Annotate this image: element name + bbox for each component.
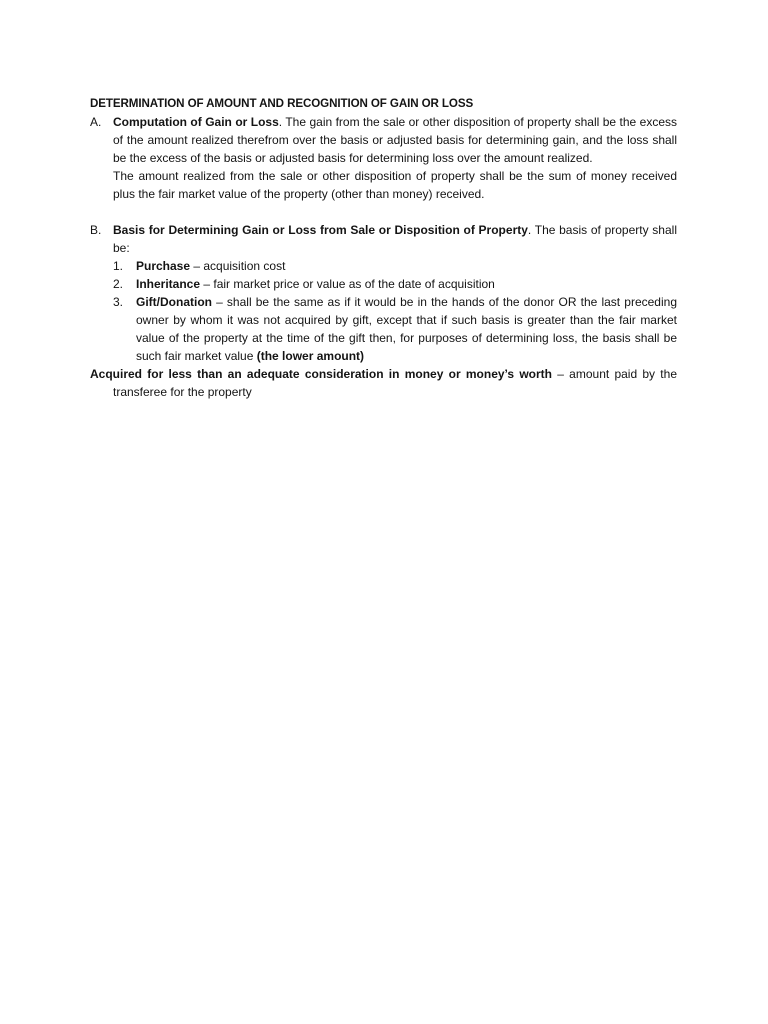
acquired-term: Acquired for less than an adequate consideration in money or money’s worth — [90, 367, 553, 381]
list-number: 2. — [113, 277, 124, 291]
list-text: – shall be the same as if it would be in the hands of the donor OR the last preceding owner by whom it was not acquired by gift, except that if such basis is greater than the fair market value of the property at the time of the gift then, for purposes of determining loss, the basis shall be such fair market value — [136, 295, 677, 363]
section-a-heading: Computation of Gain or Loss — [113, 115, 279, 129]
section-b — [90, 221, 677, 365]
list-term: Purchase — [136, 259, 191, 273]
section-b-text: . The basis of property shall be: — [113, 223, 677, 255]
list-item-inheritance — [113, 275, 677, 293]
acquired-text: – amount paid by the transferee for the property — [113, 367, 677, 399]
section-a-text: . The gain from the sale or other disposition of property shall be the excess of the amount realized therefrom over the basis or adjusted basis for determining gain, and the loss shall be the excess of the basis or adjusted basis for determining loss over the amount realized. — [113, 115, 677, 165]
list-term: Inheritance — [136, 277, 201, 291]
list-term: Gift/Donation — [136, 295, 212, 309]
list-emphasis: (the lower amount) — [256, 349, 365, 363]
list-item-gift-donation — [113, 293, 677, 365]
document-title: DETERMINATION OF AMOUNT AND RECOGNITION OF GAIN OR LOSS — [90, 97, 474, 110]
section-b-paragraph — [113, 221, 677, 257]
acquired-paragraph — [90, 365, 677, 401]
list-number: 1. — [113, 259, 124, 273]
list-text: – acquisition cost — [190, 259, 286, 273]
section-a-paragraph — [113, 113, 677, 167]
list-text: – fair market price or value as of the date of acquisition — [200, 277, 495, 291]
section-b-marker: B. — [90, 223, 102, 237]
section-a-marker: A. — [90, 115, 102, 129]
section-a — [90, 113, 677, 203]
basis-list — [113, 257, 677, 365]
spacer — [90, 203, 677, 221]
section-a-paragraph-2: The amount realized from the sale or other disposition of property shall be the sum of money received plus the fair market value of the property (other than money) received. — [113, 169, 677, 201]
list-number: 3. — [113, 295, 124, 309]
section-b-heading: Basis for Determining Gain or Loss from Sale or Disposition of Property — [113, 223, 528, 237]
document-page — [90, 95, 677, 401]
list-item-purchase — [113, 257, 677, 275]
